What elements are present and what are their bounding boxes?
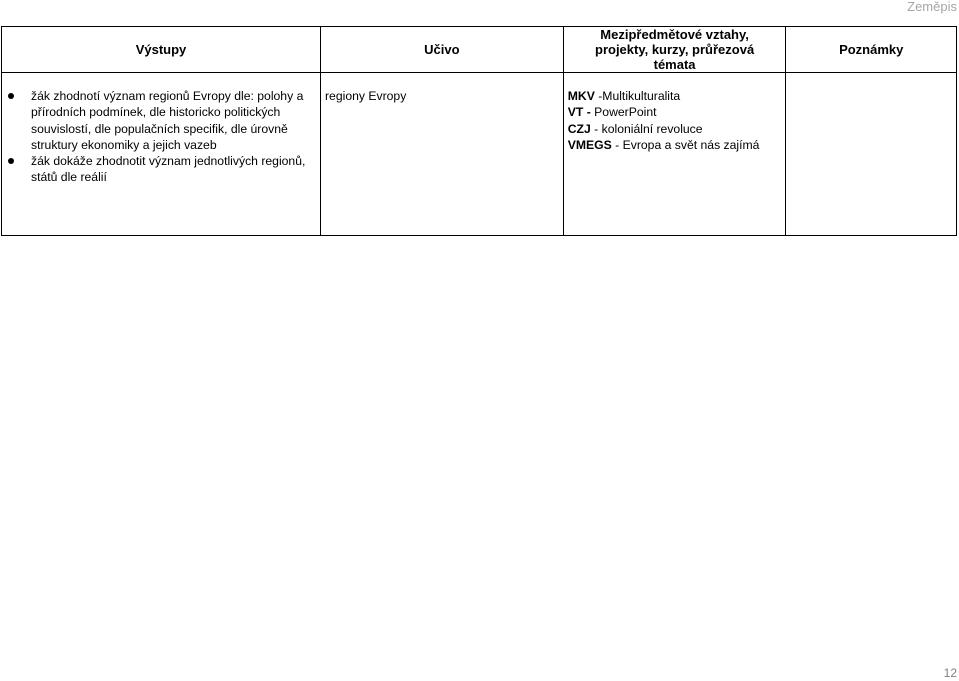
column-header-cross-curricular: [563, 27, 786, 73]
curriculum-table: [1, 26, 957, 236]
cross-text: - Evropa a svět nás zajímá: [611, 137, 760, 152]
header-subject: Zeměpis: [907, 0, 957, 14]
cross-code: CZJ: [567, 121, 591, 136]
outcomes-list: [2, 73, 320, 186]
content-text: regiony Evropy: [325, 89, 407, 103]
cross-code: MKV: [567, 89, 595, 103]
column-header-notes: Poznámky: [786, 27, 957, 73]
cross-curricular-line: [568, 121, 782, 137]
column-header-outcomes: Výstupy: [2, 27, 321, 73]
cross-code: VT -: [567, 105, 591, 120]
bullet-icon: [8, 93, 14, 99]
outcome-text: žák dokáže zhodnotit význam jednotlivých regionů, států dle reálií: [31, 154, 306, 185]
outcomes-cell: [2, 73, 321, 236]
list-item: [31, 88, 316, 153]
cross-curricular-cell: [563, 73, 786, 236]
cross-curricular-line: [568, 88, 782, 104]
content-cell: [321, 73, 564, 236]
cross-code: VMEGS: [567, 137, 612, 152]
column-header-content: Učivo: [321, 27, 564, 73]
list-item: [31, 153, 316, 186]
cross-text: PowerPoint: [590, 105, 657, 120]
column-header-cross-curricular-text: Mezipředmětové vztahy, projekty, kurzy, průřezová témata: [595, 27, 755, 72]
cross-text: - koloniální revoluce: [590, 121, 703, 136]
table-row: [2, 73, 957, 236]
cross-curricular-line: [568, 104, 782, 120]
cross-curricular-line: [568, 137, 782, 153]
notes-cell: [786, 73, 957, 236]
cross-text: -Multikulturalita: [594, 89, 681, 103]
bullet-icon: [8, 158, 14, 164]
outcome-text: žák zhodnotí význam regionů Evropy dle: polohy a přírodních podmínek, dle historicko politických souvislostí, dle populačních specifik, dle úrovně struktury ekonomiky a jejich vazeb: [31, 89, 304, 152]
page-number: 12: [943, 666, 957, 680]
table-header-row: [2, 27, 957, 73]
